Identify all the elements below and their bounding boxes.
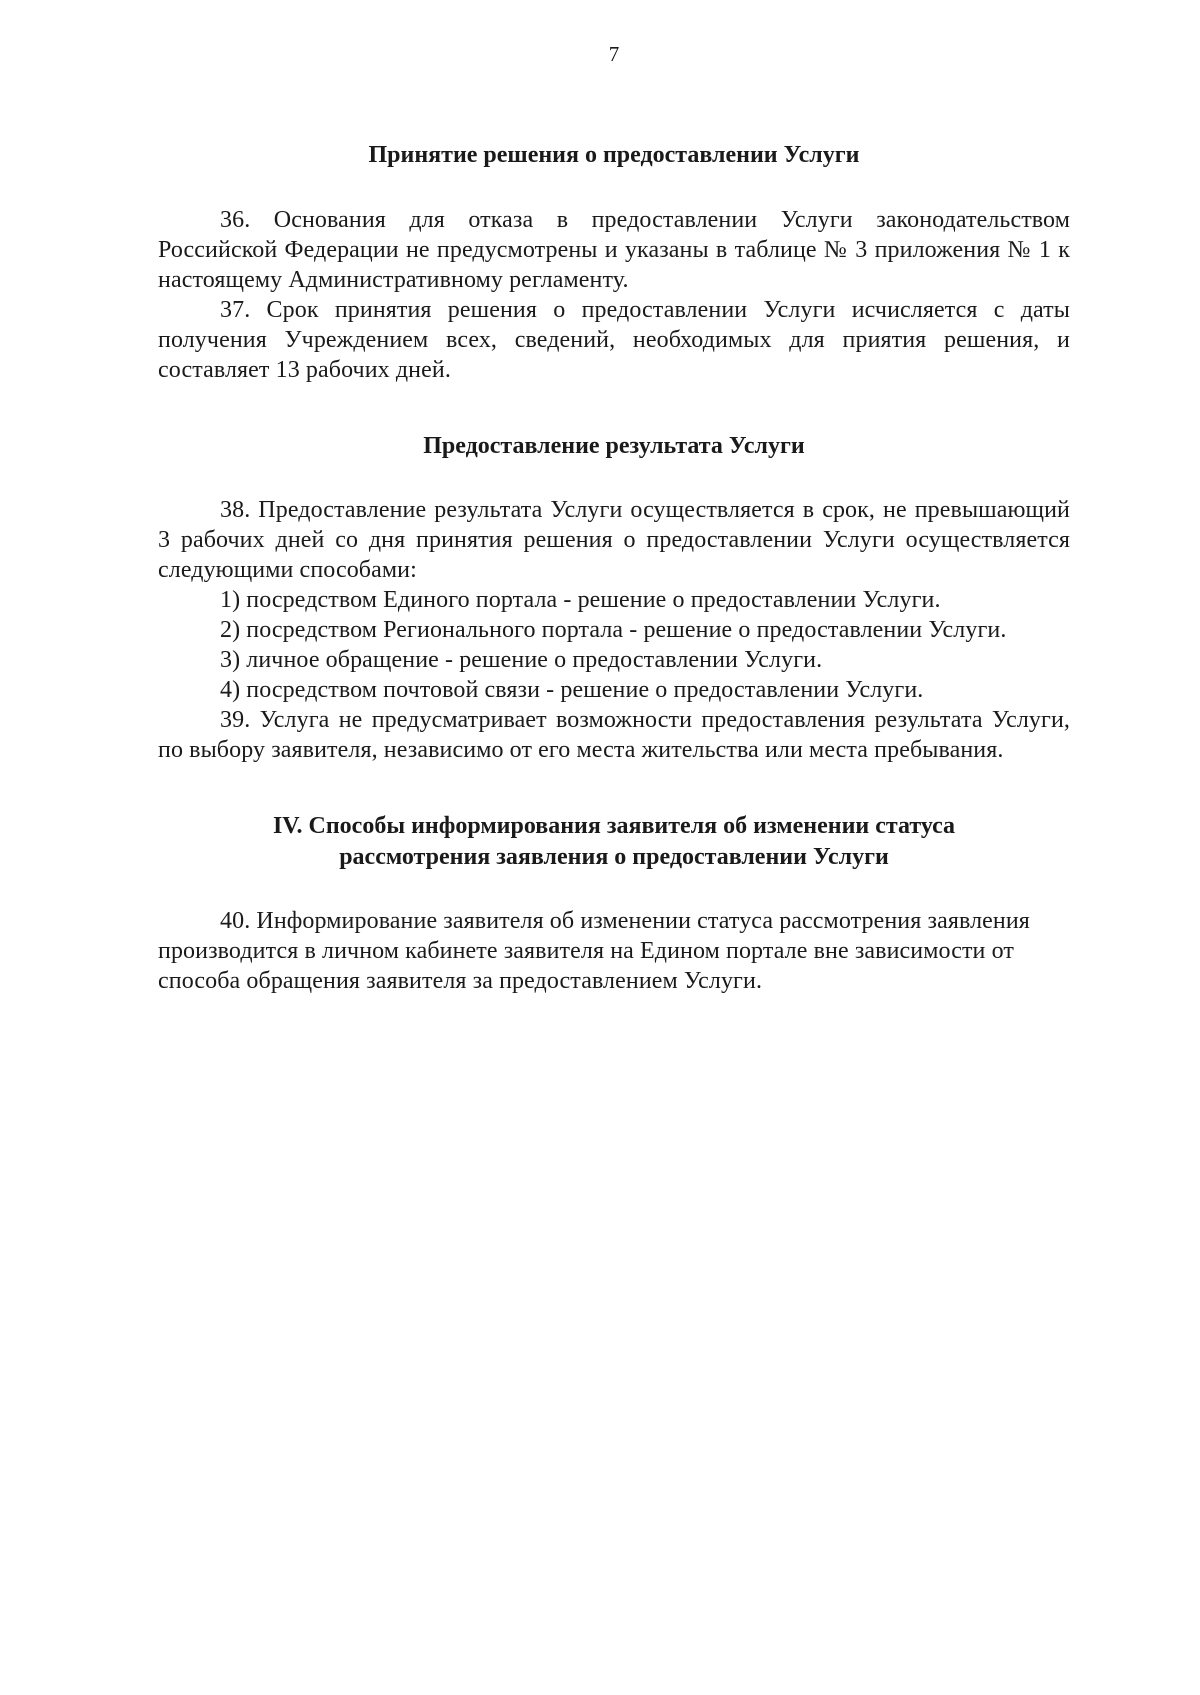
section-heading-informing xyxy=(158,811,1070,873)
page-content xyxy=(158,140,1070,996)
paragraph-37: 37. Срок принятия решения о предоставлении Услуги исчисляется с даты получения Учреждением всех, сведений, необходимых для приятия решения, и составляет 13 рабочих дней. xyxy=(158,297,1070,383)
section-heading-decision: Принятие решения о предоставлении Услуги xyxy=(368,142,860,168)
paragraph-40: 40. Информирование заявителя об изменении статуса рассмотрения заявления производится в личном кабинете заявителя на Едином портале вне зависимости от способа обращения заявителя за предоставлением Услуги. xyxy=(158,908,1030,994)
list-item-4: 4) посредством почтовой связи - решение о предоставлении Услуги. xyxy=(220,677,924,703)
list-item-1: 1) посредством Единого портала - решение о предоставлении Услуги. xyxy=(220,587,941,613)
page-number: 7 xyxy=(608,42,620,66)
section-heading-informing-line2: рассмотрения заявления о предоставлении Услуги xyxy=(339,844,889,870)
list-item-3: 3) личное обращение - решение о предоставлении Услуги. xyxy=(220,647,823,673)
paragraph-38: 38. Предоставление результата Услуги осуществляется в срок, не превышающий 3 рабочих дней со дня принятия решения о предоставлении Услуги осуществляется следующими способами: xyxy=(158,497,1070,583)
list-item-2: 2) посредством Регионального портала - решение о предоставлении Услуги. xyxy=(220,617,1007,643)
paragraph-36: 36. Основания для отказа в предоставлении Услуги законодательством Российской Федерации не предусмотрены и указаны в таблице № 3 приложения № 1 к настоящему Административному регламенту. xyxy=(158,207,1070,293)
paragraph-39: 39. Услуга не предусматривает возможности предоставления результата Услуги, по выбору заявителя, независимо от его места жительства или места пребывания. xyxy=(158,707,1070,763)
section-heading-result: Предоставление результата Услуги xyxy=(423,433,805,459)
section-heading-informing-line1: IV. Способы информирования заявителя об изменении статуса xyxy=(272,813,956,839)
